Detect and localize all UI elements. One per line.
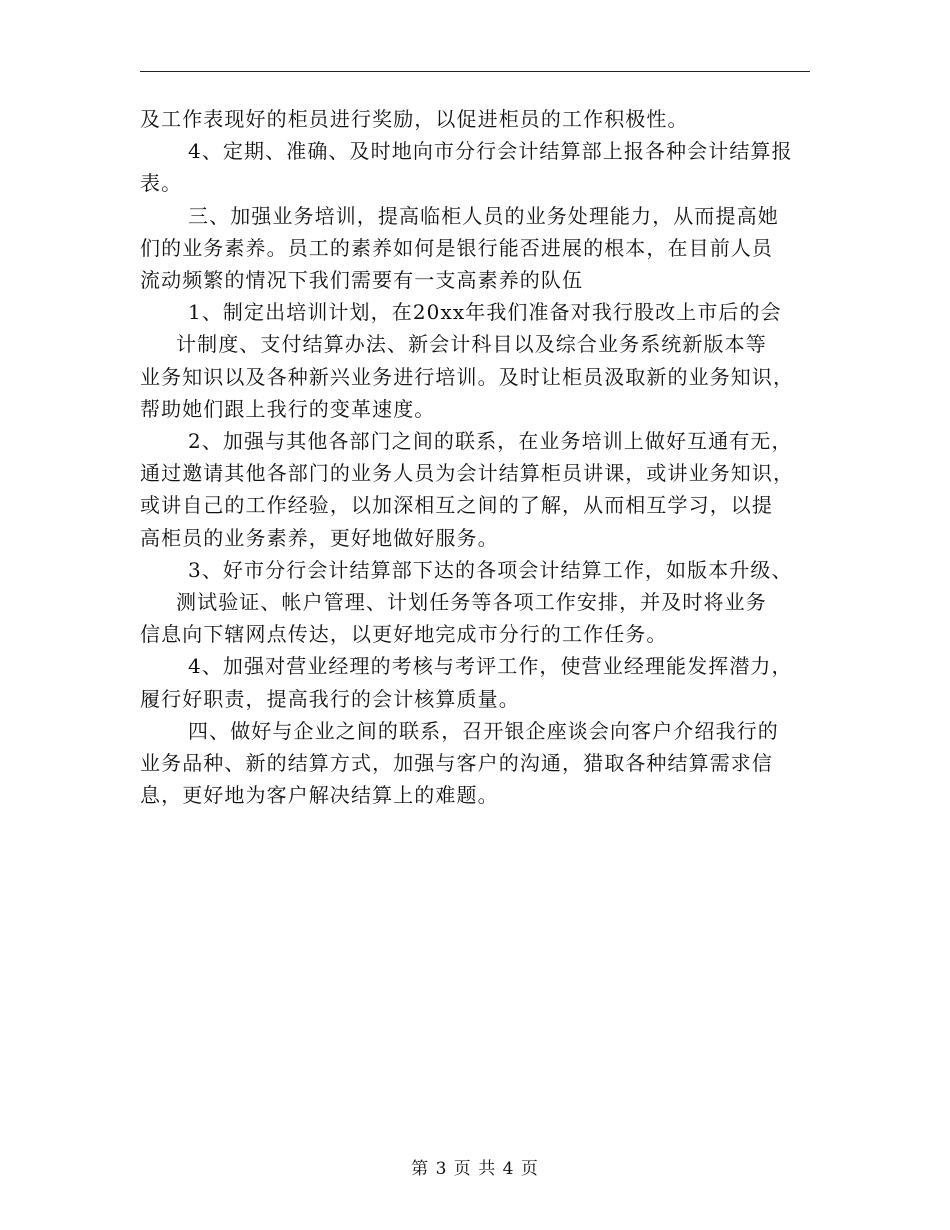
body-line: 表。	[140, 171, 183, 196]
body-line: 或讲自己的工作经验，以加深相互之间的了解，从而相互学习，以提	[140, 493, 773, 518]
body-line: 1、制定出培训计划，在20xx年我们准备对我行股改上市后的会	[188, 300, 782, 325]
body-line: 4、加强对营业经理的考核与考评工作，使营业经理能发挥潜力，	[188, 654, 793, 679]
body-line: 业务知识以及各种新兴业务进行培训。及时让柜员汲取新的业务知识，	[140, 364, 795, 389]
header-rule	[140, 71, 810, 72]
body-line: 及工作表现好的柜员进行奖励，以促进柜员的工作积极性。	[140, 107, 689, 131]
body-line: 业务品种、新的结算方式，加强与客户的沟通，猎取各种结算需求信	[140, 751, 773, 776]
body-line: 履行好职责，提高我行的会计核算质量。	[140, 686, 520, 711]
body-line: 4、定期、准确、及时地向市分行会计结算部上报各种会计结算报	[188, 139, 793, 164]
body-line: 高柜员的业务素养，更好地做好服务。	[140, 525, 499, 550]
body-line: 帮助她们跟上我行的变革速度。	[140, 396, 436, 421]
body-line: 测试验证、帐户管理、计划任务等各项工作安排，并及时将业务	[176, 590, 767, 615]
body-line: 三、加强业务培训，提高临柜人员的业务处理能力，从而提高她	[188, 203, 779, 228]
body-line: 四、做好与企业之间的联系，召开银企座谈会向客户介绍我行的	[188, 718, 779, 743]
body-line: 3、好市分行会计结算部下达的各项会计结算工作，如版本升级、	[188, 557, 793, 582]
body-line: 通过邀请其他各部门的业务人员为会计结算柜员讲课，或讲业务知识，	[140, 461, 795, 486]
body-line: 计制度、支付结算办法、新会计科目以及综合业务系统新版本等	[176, 332, 767, 357]
body-line: 2、加强与其他各部门之间的联系，在业务培训上做好互通有无，	[188, 429, 793, 454]
body-line: 信息向下辖网点传达，以更好地完成市分行的工作任务。	[140, 622, 668, 647]
body-line: 们的业务素养。员工的素养如何是银行能否进展的根本，在目前人员	[140, 235, 773, 260]
body-line: 息，更好地为客户解决结算上的难题。	[140, 783, 499, 808]
body-line: 流动频繁的情况下我们需要有一支高素养的队伍	[140, 268, 584, 293]
document-body	[140, 103, 810, 811]
page-number: 第 3 页 共 4 页	[411, 1159, 539, 1179]
